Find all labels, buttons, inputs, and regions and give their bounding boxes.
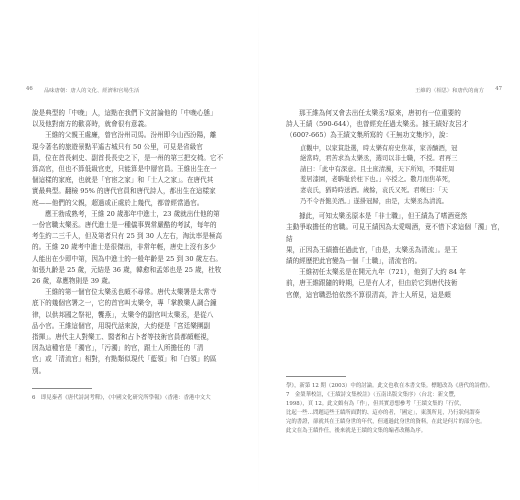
body-line: 算高官，但也不算低級官吏，只能算是中層官員。王維出生在一 — [32, 165, 217, 174]
body-line: 果，正因為王績擔任過此官，「由是，太樂丞為清流」。是王 — [286, 245, 458, 254]
footnote: 比起一些…問題這些王績所面對的、這亦的者，「國定」，東漢所見，乃行狀何謂奏 — [286, 410, 481, 416]
body-line: 王維的父親王處廉，曾官汾州司馬。汾州即今山西汾陽，離 — [45, 131, 217, 140]
left-footnotes — [32, 394, 250, 403]
footnote: 1998），頁 12。此文頗有為「作」，但其實意想參考「王績文集的「行伏， — [286, 401, 465, 407]
quote-line: 乃不令吾飽美酒。」遂掛冠歸，由是，太樂丞為清流。 — [300, 197, 448, 205]
footnote: 完的書證，卻就其在王績身世的年代，但通過此身世的資料，在此是何片的部分也。 — [286, 419, 486, 425]
left-page-body — [32, 108, 250, 377]
body-line: 指揮」。唐代主人對樂工、醫者和占卜者等技術官員都頗輕視， — [32, 333, 214, 342]
left-page-header — [26, 86, 248, 98]
body-line: 前，唐王維跟隨的時期，已是有人才，但由於它到唐代技術 — [286, 279, 458, 288]
body-line: 據此，可知太樂丞原本是「非士職」，但王績為了嗜酒竟然 — [299, 212, 468, 221]
body-line: 應王勃成熟考，王維 20 歲那年中進士，23 歲就出仕他的第 — [45, 209, 220, 218]
right-page-number: 47 — [495, 86, 502, 92]
body-line: 說是典型的「中晚」人，這點在我們下文討論他的「中晚心態」 — [32, 109, 217, 117]
body-line: 如張九齡是 25 歲，元結是 36 歲，韓愈和孟郊也是 25 歲，杜牧 — [32, 265, 222, 274]
right-page-header — [280, 86, 502, 98]
body-line: 現今著名的旅遊景點平遙古城只有 50 公里，可見是省級官 — [32, 142, 203, 151]
body-line: 品小官。王維這個官，用現代話來說，大約便是「宮廷樂團副 — [32, 321, 211, 330]
quote-line: 羞居漆園，老聃耻於柱下也。」卒授之。數月而焦革死， — [300, 176, 455, 184]
body-line: 以及他對南方的歡喜時，就會很有意義。 — [32, 120, 151, 129]
footnote: 學》，新第 12 期（2003）中的討論。此文也收在本書文集。標題改為《唐代的詩僧》。 — [286, 383, 494, 389]
body-line: 考生約二三千人，但及第者只有 25 到 30 人左右，淘汰率是極高 — [32, 232, 223, 241]
footnote-rule — [32, 388, 92, 389]
left-running-title: 品味唐朝：唐人的文化、經濟和官場生活 — [44, 88, 140, 94]
block-quote — [300, 144, 500, 208]
quote-line: 貞觀中，以家貧赴選，時太樂有府史焦革，家善釀酒，冠 — [300, 144, 458, 152]
body-line: 底下的幾個官署之一，它的首官叫太樂令，專「掌教樂人調合鐘 — [32, 299, 217, 308]
quote-line: 妻袁氏，猶時時送酒。歲餘，袁氏又死。君嘆曰：「天 — [300, 186, 448, 194]
body-line: 律，以供邦國之祭祀，饗燕」，太樂令的副官叫太樂丞，是從八 — [32, 310, 214, 319]
body-line: 因為這種官是「濁官」，「污濁」的官，跟士人所擔任的「清 — [32, 344, 204, 353]
right-page-body — [286, 108, 504, 301]
body-line: 別。 — [32, 366, 46, 375]
body-line: 26 歲，韋應物則是 39 歲。 — [32, 277, 115, 286]
body-line: 員，位在首長刺史、副首長長史之下，是一州的第三把交椅。它不 — [32, 153, 224, 162]
body-line: 王維初任太樂丞是在開元九年（721），他到了大約 84 年 — [299, 268, 466, 277]
body-line: 那王維為何又會去出任太樂丞?原來，唐初有一位重要的 — [299, 109, 461, 117]
right-page — [268, 0, 514, 500]
body-line: 實最典型。翻檢 95% 的唐代官員和唐代詩人，都出生在這樣家 — [32, 187, 216, 196]
left-page — [14, 0, 260, 500]
body-line: 王維的第一個官位太樂丞也頗不尋常。唐代太樂署是太常寺 — [45, 288, 217, 297]
body-line: （600?-665）為王績文集所寫的《王無功文集序》，說： — [286, 131, 453, 140]
body-line: 績的經歷把此官變為一個「士職」，清流官的。 — [286, 256, 422, 265]
right-running-title: 王維的〈相思〉和唐代的南方 — [415, 88, 484, 94]
body-line: 主動爭取擔任的官職。可見王績因為太愛喝酒，竟不惜下求這個「濁」官，結 — [286, 223, 504, 243]
body-line: 人能出在少即中第，因為中進士的一般年齡是 25 到 30 歲左右。 — [32, 254, 223, 263]
footnote: 6 即見秦者《唐代詩詞考釋》，《中國文化研究所學報》（香港：香港中文大 — [32, 395, 211, 401]
footnote-rule — [286, 376, 346, 377]
footnote: 7 金榮華校註，《王績詩文集校註》（五南出版文集序）（台北：新文豐， — [286, 392, 460, 398]
body-line: 個這樣的家庭，也就是「官宦之家」和「士人之家」。在唐代其 — [32, 176, 214, 185]
body-line: 官」或「清流官」相對，有點類似現代「藍領」和「白領」的區 — [32, 355, 217, 364]
right-footnotes — [286, 382, 504, 436]
body-line: 庭——他們的父親，超過或正處於上幾代，都曾經當過官。 — [32, 198, 204, 207]
footnote: 此文在為王績作任，後來就是王績的文集的編者改稱為序。 — [286, 428, 427, 434]
body-line: 詩人王績（590-644），也曾經充任過太樂丞。據王績好友呂才 — [286, 120, 469, 129]
body-line: 的。王維 20 歲考中進士是很傑出，非常年輕，唐史上沒有多少 — [32, 243, 217, 252]
quote-line: 絕當時，君苦求為太樂丞，選司以非士職，不授。君再三 — [300, 155, 458, 163]
body-line: 一份官職太樂丞。唐代進士是一種儀事異常嚴酷的考試，每年的 — [32, 221, 217, 230]
quote-line: 請曰：「此中有深意。且士庶清濁，天下所知，不聞莊周 — [300, 165, 455, 173]
left-page-number: 46 — [26, 86, 33, 92]
body-line: 官僚，這官職恐怕依然不算很清高，許士人所見，這是頗 — [286, 290, 451, 299]
